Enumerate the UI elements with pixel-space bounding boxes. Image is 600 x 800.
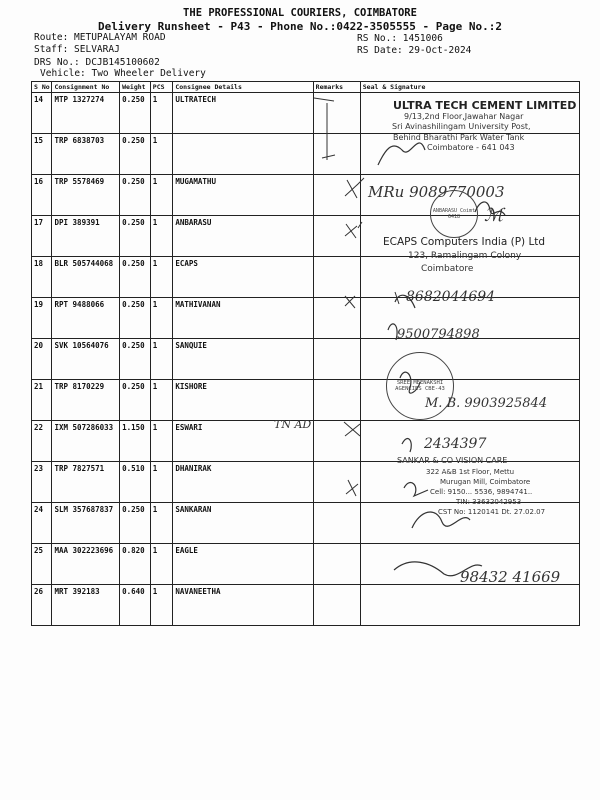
- row-weight: 1.150: [120, 421, 151, 462]
- ultratech-stamp-name: ULTRA TECH CEMENT LIMITED: [393, 99, 577, 112]
- rs-no-label: RS No.: 1451006: [357, 33, 443, 44]
- row-weight: 0.250: [120, 298, 151, 339]
- table-row: [32, 298, 580, 339]
- ultratech-stamp-line5: Coimbatore - 641 043: [427, 143, 515, 152]
- row-pcs: 1: [150, 585, 173, 626]
- row-sno: 17: [32, 216, 52, 257]
- ultratech-stamp-line3: Sri Avinashilingam University Post,: [392, 122, 531, 131]
- row-consignee: ANBARASU: [173, 216, 313, 257]
- row-remarks: [313, 380, 360, 421]
- row-remarks: [313, 134, 360, 175]
- handwriting-row19: 8682044694: [406, 289, 496, 305]
- signature-row17: ℳ: [484, 205, 504, 226]
- row-weight: 0.250: [120, 93, 151, 134]
- row-consignment: BLR 505744068: [52, 257, 120, 298]
- row-weight: 0.510: [120, 462, 151, 503]
- row-weight: 0.250: [120, 257, 151, 298]
- col-header-consignment: Consignment No: [52, 82, 120, 93]
- table-header-row: [32, 82, 580, 93]
- row-consignee: SANKARAN: [173, 503, 313, 544]
- company-title: THE PROFESSIONAL COURIERS, COIMBATORE: [183, 7, 417, 19]
- row-consignment: DPI 389391: [52, 216, 120, 257]
- row-remarks: [313, 339, 360, 380]
- row-remarks: [313, 585, 360, 626]
- row-sno: 15: [32, 134, 52, 175]
- row-consignee: DHANIRAK: [173, 462, 313, 503]
- row-consignee: KISHORE: [173, 380, 313, 421]
- row-remarks: [313, 503, 360, 544]
- col-header-seal: Seal & Signature: [360, 82, 579, 93]
- row-consignment: MAA 302223696: [52, 544, 120, 585]
- row-pcs: 1: [150, 134, 173, 175]
- sankar-stamp-line4: Cell: 9150... 5536, 9894741..: [430, 488, 533, 496]
- row-remarks: [313, 216, 360, 257]
- row-weight: 0.250: [120, 216, 151, 257]
- row-pcs: 1: [150, 462, 173, 503]
- col-header-sno: S No: [32, 82, 52, 93]
- row-sno: 20: [32, 339, 52, 380]
- row-consignment: TRP 7827571: [52, 462, 120, 503]
- col-header-remarks: Remarks: [313, 82, 360, 93]
- col-header-weight: Weight: [120, 82, 151, 93]
- row-consignment: TRP 8170229: [52, 380, 120, 421]
- row-consignment: SVK 10564076: [52, 339, 120, 380]
- round-stamp-anbarasu: [430, 190, 478, 238]
- sankar-stamp-line5: TIN: 33632042953: [456, 498, 522, 506]
- row-consignment: MTP 1327274: [52, 93, 120, 134]
- row-sno: 19: [32, 298, 52, 339]
- row-pcs: 1: [150, 216, 173, 257]
- row-remarks: [313, 421, 360, 462]
- row-sno: 26: [32, 585, 52, 626]
- round-stamp-meenakshi-text: SREE MEENAKSHI AGENCIES CBE-43: [395, 380, 445, 392]
- vehicle-label: Vehicle: Two Wheeler Delivery: [40, 68, 206, 79]
- row-remarks: [313, 93, 360, 134]
- table-row: [32, 585, 580, 626]
- sankar-stamp-name: SANKAR & CO VISION CARE: [397, 456, 508, 465]
- row-sno: 14: [32, 93, 52, 134]
- row-pcs: 1: [150, 339, 173, 380]
- handwriting-row20: 9500794898: [397, 327, 480, 342]
- sankar-stamp-line3: Murugan Mill, Coimbatore: [440, 478, 531, 486]
- row-weight: 0.250: [120, 175, 151, 216]
- col-header-consignee: Consignee Details: [173, 82, 313, 93]
- row-pcs: 1: [150, 257, 173, 298]
- row-sno: 21: [32, 380, 52, 421]
- row-consignment: TRP 6838703: [52, 134, 120, 175]
- row-pcs: 1: [150, 380, 173, 421]
- row-remarks: [313, 462, 360, 503]
- handwriting-row22-remark: TN AD: [274, 418, 312, 431]
- row-pcs: 1: [150, 298, 173, 339]
- runsheet-title: Delivery Runsheet - P43 - Phone No.:0422-3505555 - Page No.:2: [98, 20, 502, 33]
- drs-label: DRS No.: DCJB145100602: [34, 57, 160, 68]
- row-weight: 0.250: [120, 380, 151, 421]
- row-pcs: 1: [150, 93, 173, 134]
- row-remarks: [313, 257, 360, 298]
- row-seal-signature: [360, 585, 579, 626]
- ecaps-stamp-line3: Coimbatore: [421, 264, 474, 274]
- ultratech-stamp-line2: 9/13,2nd Floor,Jawahar Nagar: [404, 112, 524, 121]
- row-consignment: MRT 392183: [52, 585, 120, 626]
- row-remarks: [313, 298, 360, 339]
- handwriting-row26: 98432 41669: [460, 568, 561, 586]
- sankar-stamp-line2: 322 A&B 1st Floor, Mettu: [426, 468, 515, 476]
- row-sno: 22: [32, 421, 52, 462]
- staff-label: Staff: SELVARAJ: [34, 44, 120, 55]
- ultratech-stamp-line4: Behind Bharathi Park Water Tank: [393, 133, 525, 142]
- sankar-stamp-line6: CST No: 1120141 Dt. 27.02.07: [438, 508, 546, 516]
- row-consignment: SLM 357687837: [52, 503, 120, 544]
- row-remarks: [313, 544, 360, 585]
- rs-date-label: RS Date: 29-Oct-2024: [357, 45, 472, 56]
- row-weight: 0.820: [120, 544, 151, 585]
- row-pcs: 1: [150, 175, 173, 216]
- row-consignee: ULTRATECH: [173, 93, 313, 134]
- row-weight: 0.250: [120, 134, 151, 175]
- ecaps-stamp-line2: 123, Ramalingam Colony: [408, 251, 522, 261]
- row-consignee: EAGLE: [173, 544, 313, 585]
- table-row: [32, 339, 580, 380]
- row-sno: 24: [32, 503, 52, 544]
- handwriting-row23: 2434397: [424, 436, 487, 452]
- row-consignee: ESWARI: [173, 421, 313, 462]
- row-pcs: 1: [150, 503, 173, 544]
- col-header-pcs: PCS: [150, 82, 173, 93]
- handwriting-row22: M. B. 9903925844: [425, 396, 548, 411]
- row-sno: 16: [32, 175, 52, 216]
- row-pcs: 1: [150, 544, 173, 585]
- ecaps-stamp-name: ECAPS Computers India (P) Ltd: [383, 236, 546, 248]
- row-consignee: MUGAMATHU: [173, 175, 313, 216]
- row-consignee: NAVANEETHA: [173, 585, 313, 626]
- row-sno: 23: [32, 462, 52, 503]
- row-pcs: 1: [150, 421, 173, 462]
- round-stamp-anbarasu-text: ANBARASU Coimt 6418: [432, 208, 476, 220]
- route-label: Route: METUPALAYAM ROAD: [34, 32, 166, 43]
- runsheet-table: [31, 81, 580, 626]
- row-sno: 25: [32, 544, 52, 585]
- handwriting-row16: MRu 9089770003: [368, 183, 505, 201]
- row-consignment: RPT 9488066: [52, 298, 120, 339]
- row-consignee: SANQUIE: [173, 339, 313, 380]
- table-row: [32, 257, 580, 298]
- row-remarks: [313, 175, 360, 216]
- row-consignment: TRP 5578469: [52, 175, 120, 216]
- row-weight: 0.250: [120, 503, 151, 544]
- row-sno: 18: [32, 257, 52, 298]
- row-consignee: ECAPS: [173, 257, 313, 298]
- row-consignment: IXM 507286033: [52, 421, 120, 462]
- row-consignee: MATHIVANAN: [173, 298, 313, 339]
- row-consignee: [173, 134, 313, 175]
- row-weight: 0.640: [120, 585, 151, 626]
- row-weight: 0.250: [120, 339, 151, 380]
